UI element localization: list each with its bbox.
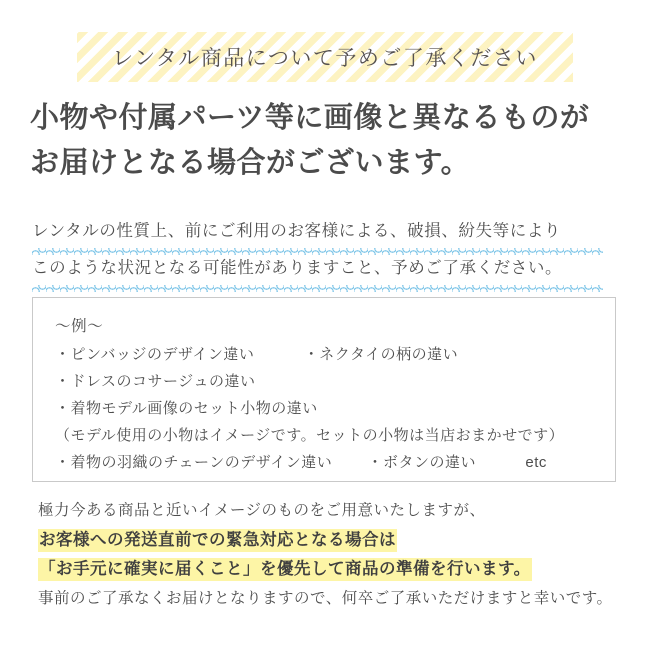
example-item-5 [55,455,615,470]
closing-line-2-highlight: お客様への発送直前での緊急対応となる場合は [38,529,397,552]
examples-content [33,298,615,470]
notice-line-2: このような状況となる可能性がありますこと、予めご了承ください。 [32,257,622,294]
headline-line-2: お届けとなる場合がございます。 [30,146,471,179]
example-item-2 [55,374,615,389]
example-item-4-left: （モデル使用の小物はイメージです。セットの小物は当店おまかせです） [55,427,565,444]
example-item-3 [55,401,615,416]
example-item-5-right: ・ボタンの違い [367,454,477,471]
notice-line-1: レンタルの性質上、前にご利用のお客様による、破損、紛失等により [32,220,622,257]
banner-title: レンタル商品について予めご了承ください [112,47,538,70]
example-item-2-left: ・ドレスのコサージュの違い [55,373,256,390]
headline-line-1: 小物や付属パーツ等に画像と異なるものが [30,102,590,134]
example-item-1-left: ・ピンバッジのデザイン違い [55,346,255,363]
closing-line-3-highlight: 「お手元に確実に届くこと」を優先して商品の準備を行います。 [38,558,532,581]
closing-line-2 [38,532,628,549]
example-item-1 [55,347,615,362]
example-item-1-right: ・ネクタイの柄の違い [303,346,459,363]
closing-line-3 [38,561,628,578]
examples-title: 〜例〜 [55,318,104,335]
closing-line-4: 事前のご了承なくお届けとなりますので、何卒ご了承いただけますと幸いです。 [38,589,613,607]
examples-box [32,297,616,482]
notice-banner [77,32,573,82]
example-item-4 [55,428,615,443]
notice-paragraph [32,220,622,294]
example-item-5-left: ・着物の羽織のチェーンのデザイン違い [55,454,333,471]
page-headline [30,96,630,186]
example-item-5-extra: etc [525,454,547,471]
closing-line-1: 極力今ある商品と近いイメージのものをご用意いたしますが、 [38,502,486,519]
closing-paragraph [38,503,628,619]
example-item-3-left: ・着物モデル画像のセット小物の違い [55,400,318,417]
